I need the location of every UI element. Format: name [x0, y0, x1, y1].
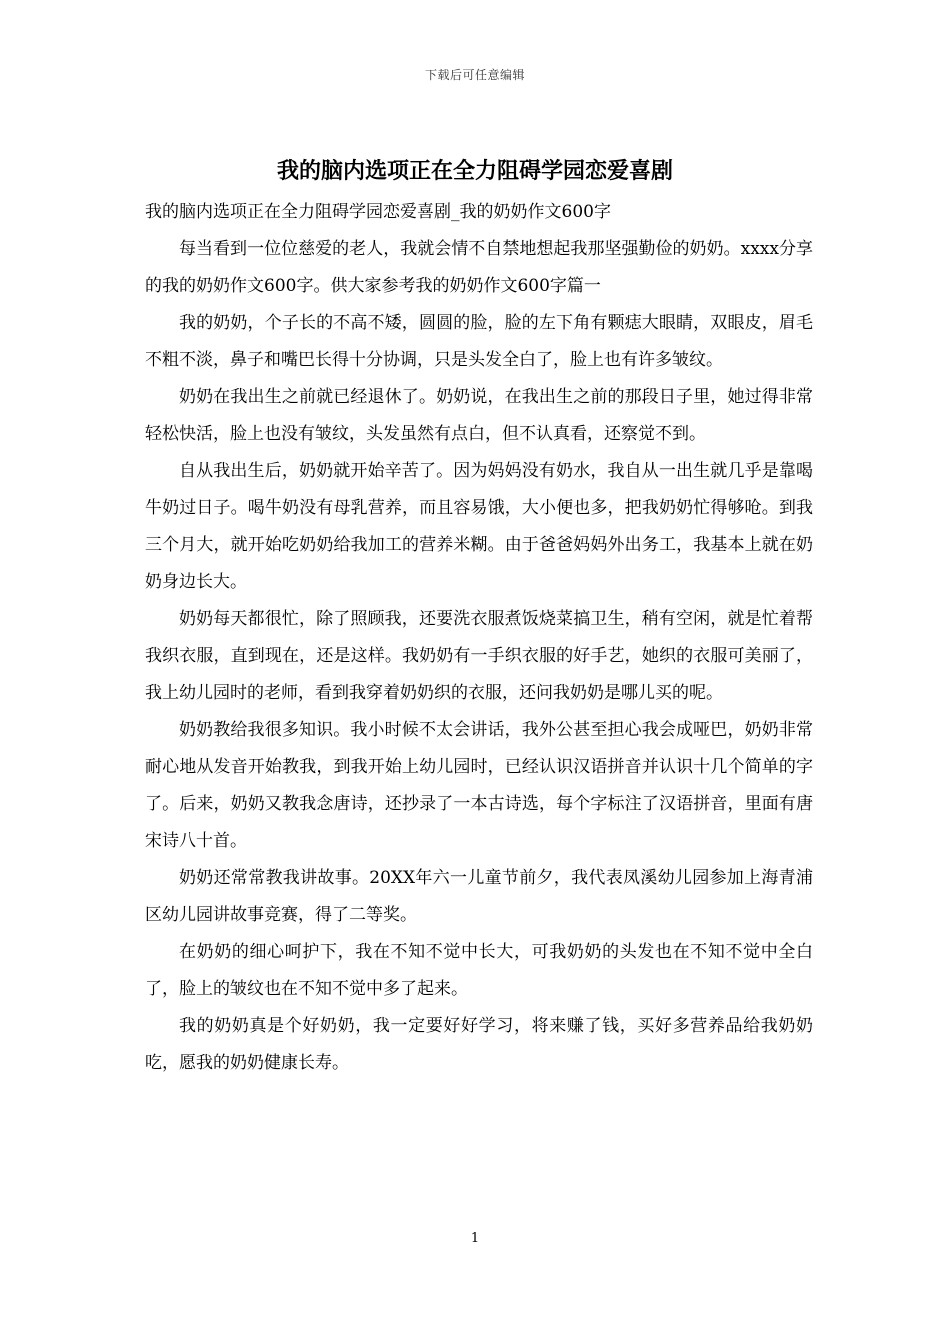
paragraph: 我的奶奶真是个好奶奶，我一定要好好学习，将来赚了钱，买好多营养品给我奶奶吃，愿我的奶奶健康长寿。	[145, 1016, 813, 1073]
header-note: 下载后可任意编辑	[424, 68, 525, 82]
subtitle-line: 我的脑内选项正在全力阻碍学园恋爱喜剧_我的奶奶作文600字	[145, 202, 611, 222]
paragraph: 自从我出生后，奶奶就开始辛苦了。因为妈妈没有奶水，我自从一出生就几乎是靠喝牛奶过日子。喝牛奶没有母乳营养，而且容易饿，大小便也多，把我奶奶忙得够呛。到我三个月大，就开始吃奶奶给我加工的营养米糊。由于爸爸妈妈外出务工，我基本上就在奶奶身边长大。	[145, 461, 813, 592]
paragraph: 奶奶每天都很忙，除了照顾我，还要洗衣服煮饭烧菜搞卫生，稍有空闲，就是忙着帮我织衣服，直到现在，还是这样。我奶奶有一手织衣服的好手艺，她织的衣服可美丽了，我上幼儿园时的老师，看到我穿着奶奶织的衣服，还问我奶奶是哪儿买的呢。	[145, 609, 813, 703]
document-title: 我的脑内选项正在全力阻碍学园恋爱喜剧	[276, 158, 673, 184]
paragraph: 在奶奶的细心呵护下，我在不知不觉中长大，可我奶奶的头发也在不知不觉中全白了，脸上的皱纹也在不知不觉中多了起来。	[145, 942, 813, 999]
document-body	[145, 194, 813, 1082]
paragraph: 奶奶在我出生之前就已经退休了。奶奶说，在我出生之前的那段日子里，她过得非常轻松快活，脸上也没有皱纹，头发虽然有点白，但不认真看，还察觉不到。	[145, 387, 813, 444]
paragraph: 每当看到一位位慈爱的老人，我就会情不自禁地想起我那坚强勤俭的奶奶。xxxx分享的我的奶奶作文600字。供大家参考我的奶奶作文600字篇一	[145, 239, 813, 296]
paragraph: 我的奶奶，个子长的不高不矮，圆圆的脸，脸的左下角有颗痣大眼睛，双眼皮，眉毛不粗不淡，鼻子和嘴巴长得十分协调，只是头发全白了，脸上也有许多皱纹。	[145, 313, 813, 370]
page-number: 1	[470, 1231, 480, 1246]
paragraph: 奶奶教给我很多知识。我小时候不太会讲话，我外公甚至担心我会成哑巴，奶奶非常耐心地从发音开始教我，到我开始上幼儿园时，已经认识汉语拼音并认识十几个简单的字了。后来，奶奶又教我念唐诗，还抄录了一本古诗选，每个字标注了汉语拼音，里面有唐宋诗八十首。	[145, 720, 813, 851]
paragraph: 奶奶还常常教我讲故事。20XX年六一儿童节前夕，我代表凤溪幼儿园参加上海青浦区幼儿园讲故事竞赛，得了二等奖。	[145, 868, 813, 925]
